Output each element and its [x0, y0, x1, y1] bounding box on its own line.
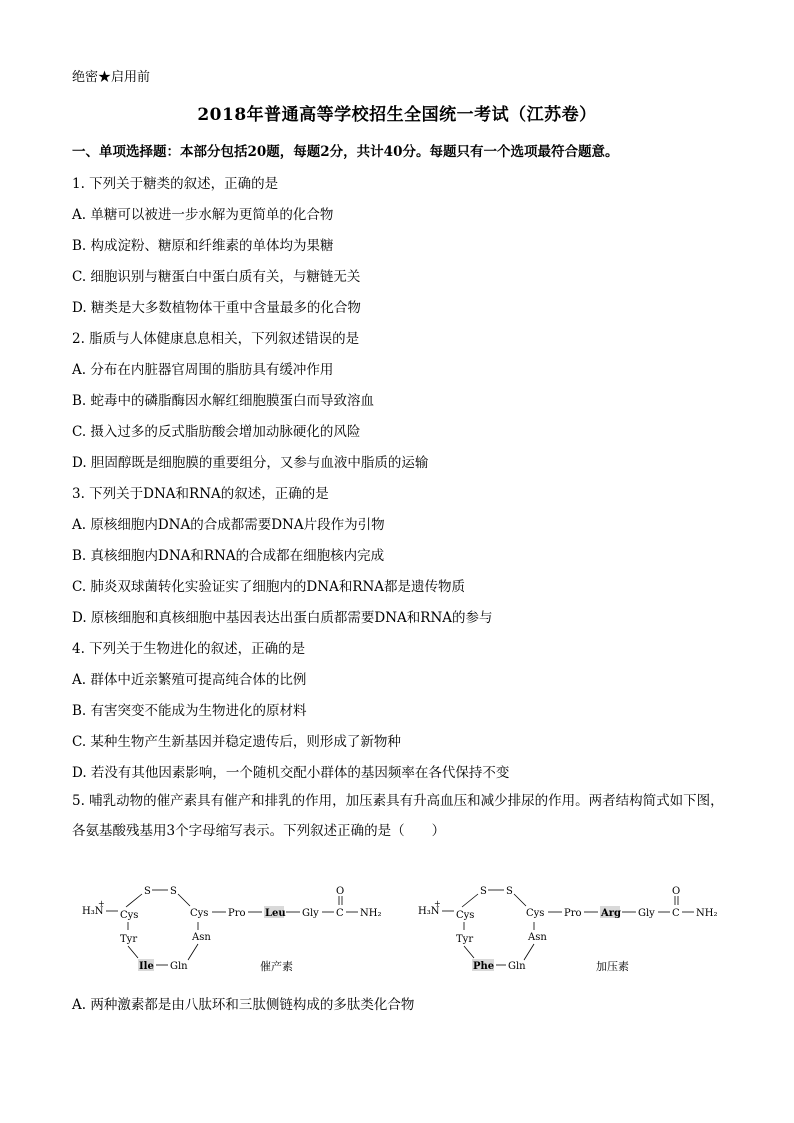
- residue-cys: Cys: [526, 908, 545, 919]
- page-title: 2018年普通高等学校招生全国统一考试（江苏卷）: [197, 105, 597, 125]
- sulfur-atom: S: [480, 886, 487, 897]
- residue-cys: Cys: [190, 908, 209, 919]
- bond-line: [188, 944, 198, 960]
- confidential-label: 绝密★启用前: [72, 70, 151, 85]
- question-option: D. 若没有其他因素影响，一个随机交配小群体的基因频率在各代保持不变: [72, 765, 510, 781]
- question-option: C. 肺炎双球菌转化实验证实了细胞内的DNA和RNA都是遗传物质: [72, 579, 466, 595]
- residue-position-8: Arg: [601, 908, 622, 919]
- residue-gly: Gly: [638, 908, 655, 919]
- amide-group: NH₂: [360, 908, 382, 919]
- bond-line: [464, 946, 474, 958]
- bond-line: [126, 894, 142, 907]
- question-stem: 3. 下列关于DNA和RNA的叙述，正确的是: [72, 486, 329, 502]
- residue-cys: Cys: [120, 910, 139, 921]
- residue-gly: Gly: [302, 908, 319, 919]
- bond-line: [514, 894, 526, 906]
- residue-position-3: Phe: [473, 961, 495, 972]
- question-stem: 5. 哺乳动物的催产素具有催产和排乳的作用，加压素具有升高血压和减少排尿的作用。两者结构简式如下图，各氨基酸残基用3个字母缩写表示。下列叙述正确的是（ ）: [72, 793, 724, 839]
- carbon-atom: C: [336, 908, 344, 919]
- oxygen-atom: O: [672, 886, 681, 897]
- question-option: C. 细胞识别与糖蛋白中蛋白质有关，与糖链无关: [72, 269, 361, 285]
- residue-gln: Gln: [170, 961, 188, 972]
- sulfur-atom: S: [506, 886, 513, 897]
- charge-sign: +: [434, 899, 441, 908]
- hormone-label: 加压素: [596, 960, 629, 973]
- bond-line: [178, 894, 190, 906]
- amide-group: NH₂: [696, 908, 718, 919]
- residue-asn: Asn: [192, 932, 211, 943]
- question-option: C. 摄入过多的反式脂肪酸会增加动脉硬化的风险: [72, 424, 361, 440]
- question-option: A. 群体中近亲繁殖可提高纯合体的比例: [72, 672, 307, 688]
- question-option: B. 构成淀粉、糖原和纤维素的单体均为果糖: [72, 238, 334, 254]
- question-option: D. 胆固醇既是细胞膜的重要组分，又参与血液中脂质的运输: [72, 455, 429, 471]
- oxytocin-structure: [82, 886, 381, 973]
- question-option: B. 有害突变不能成为生物进化的原材料: [72, 703, 307, 719]
- question-stem: 1. 下列关于糖类的叙述，正确的是: [72, 176, 279, 192]
- oxygen-atom: O: [336, 886, 345, 897]
- sulfur-atom: S: [144, 886, 151, 897]
- charge-sign: +: [98, 899, 105, 908]
- residue-pro: Pro: [564, 908, 582, 919]
- bond-line: [462, 894, 478, 907]
- question-stem: 4. 下列关于生物进化的叙述，正确的是: [72, 641, 306, 657]
- question-option: A. 原核细胞内DNA的合成都需要DNA片段作为引物: [72, 517, 385, 533]
- amino-group: H₃N: [418, 906, 440, 917]
- question-option: B. 蛇毒中的磷脂酶因水解红细胞膜蛋白而导致溶血: [72, 393, 375, 409]
- residue-position-8: Leu: [265, 908, 286, 919]
- residue-tyr: Tyr: [120, 934, 138, 945]
- question-option: D. 原核细胞和真核细胞中基因表达出蛋白质都需要DNA和RNA的参与: [72, 610, 493, 626]
- residue-asn: Asn: [528, 932, 547, 943]
- sulfur-atom: S: [170, 886, 177, 897]
- residue-gln: Gln: [508, 961, 526, 972]
- question-option: A. 单糖可以被进一步水解为更简单的化合物: [72, 207, 334, 223]
- question-option: D. 糖类是大多数植物体干重中含量最多的化合物: [72, 300, 361, 316]
- residue-pro: Pro: [228, 908, 246, 919]
- carbon-atom: C: [672, 908, 680, 919]
- residue-cys: Cys: [456, 910, 475, 921]
- vasopressin-structure: [418, 886, 717, 973]
- question-option: B. 真核细胞内DNA和RNA的合成都在细胞核内完成: [72, 548, 385, 564]
- bond-line: [128, 946, 138, 958]
- question-option: A. 分布在内脏器官周围的脂肪具有缓冲作用: [72, 362, 334, 378]
- question-option: A. 两种激素都是由八肽环和三肽侧链构成的多肽类化合物: [72, 997, 415, 1013]
- section-heading: 一、单项选择题：本部分包括20题，每题2分，共计40分。每题只有一个选项最符合题意。: [72, 144, 619, 160]
- peptide-structure-figure: [80, 880, 720, 980]
- residue-tyr: Tyr: [456, 934, 474, 945]
- hormone-label: 催产素: [260, 960, 293, 973]
- amino-group: H₃N: [82, 906, 104, 917]
- question-stem: 2. 脂质与人体健康息息相关，下列叙述错误的是: [72, 331, 360, 347]
- question-option: C. 某种生物产生新基因并稳定遗传后，则形成了新物种: [72, 734, 401, 750]
- residue-position-3: Ile: [139, 961, 154, 972]
- bond-line: [524, 944, 534, 960]
